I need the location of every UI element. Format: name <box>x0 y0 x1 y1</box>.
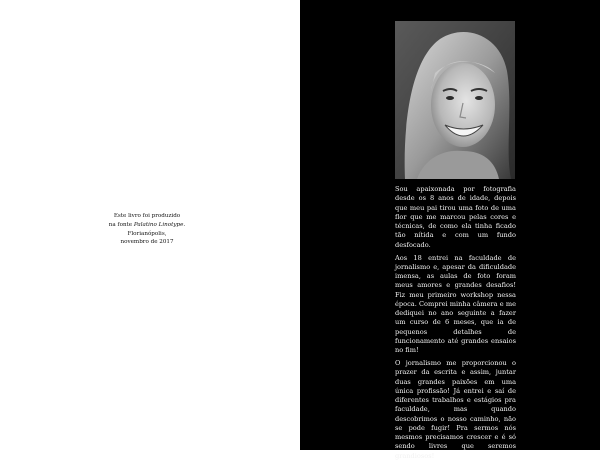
portrait-illustration <box>395 21 515 179</box>
colophon-line-3: Florianópolis, <box>127 230 167 237</box>
author-portrait-photo <box>395 21 515 179</box>
colophon-line-1: Este livro foi produzido <box>113 213 181 219</box>
bio-paragraph: Aos 18 entrei na faculdade de jornalismo e, apesar da dificuldade imensa, as aulas de foto foram meus amores e grandes desafios! Fiz meu primeiro workshop nessa época. Comprei minha câmera e me dediquei no ano seguinte a fazer um curso de 6 meses, que ia de pequenos detalhes de funcionamento até grandes ensaios no fim! <box>395 253 516 355</box>
bio-paragraph: Sou apaixonada por fotografia desde os 8 anos de idade, depois que meu pai tirou uma foto de uma flor que me marcou pelas cores e técnicas, de como ela tinha ficado tão nítida e com um fundo desfocado. <box>395 185 516 249</box>
colophon-line-4: novembro de 2017 <box>120 239 174 246</box>
bio-paragraph: O jornalismo me proporcionou o prazer da escrita e assim, juntar duas grandes paixões em uma única profissão! Já entrei e saí de diferentes trabalhos e estágios pra faculdade, mas quando descobrimos o nosso caminho, não se pode fugir! Pra sermos nós mesmos precisamos crescer e é só sendo livres que seremos grandiosos! <box>395 359 516 460</box>
colophon <box>97 212 197 247</box>
colophon-font-prefix: na fonte <box>108 221 134 228</box>
colophon-line-2 <box>97 221 197 230</box>
right-page <box>300 0 600 460</box>
author-bio <box>395 185 516 465</box>
left-page <box>0 0 300 450</box>
colophon-font-name: Palatino Linotype. <box>133 221 186 228</box>
